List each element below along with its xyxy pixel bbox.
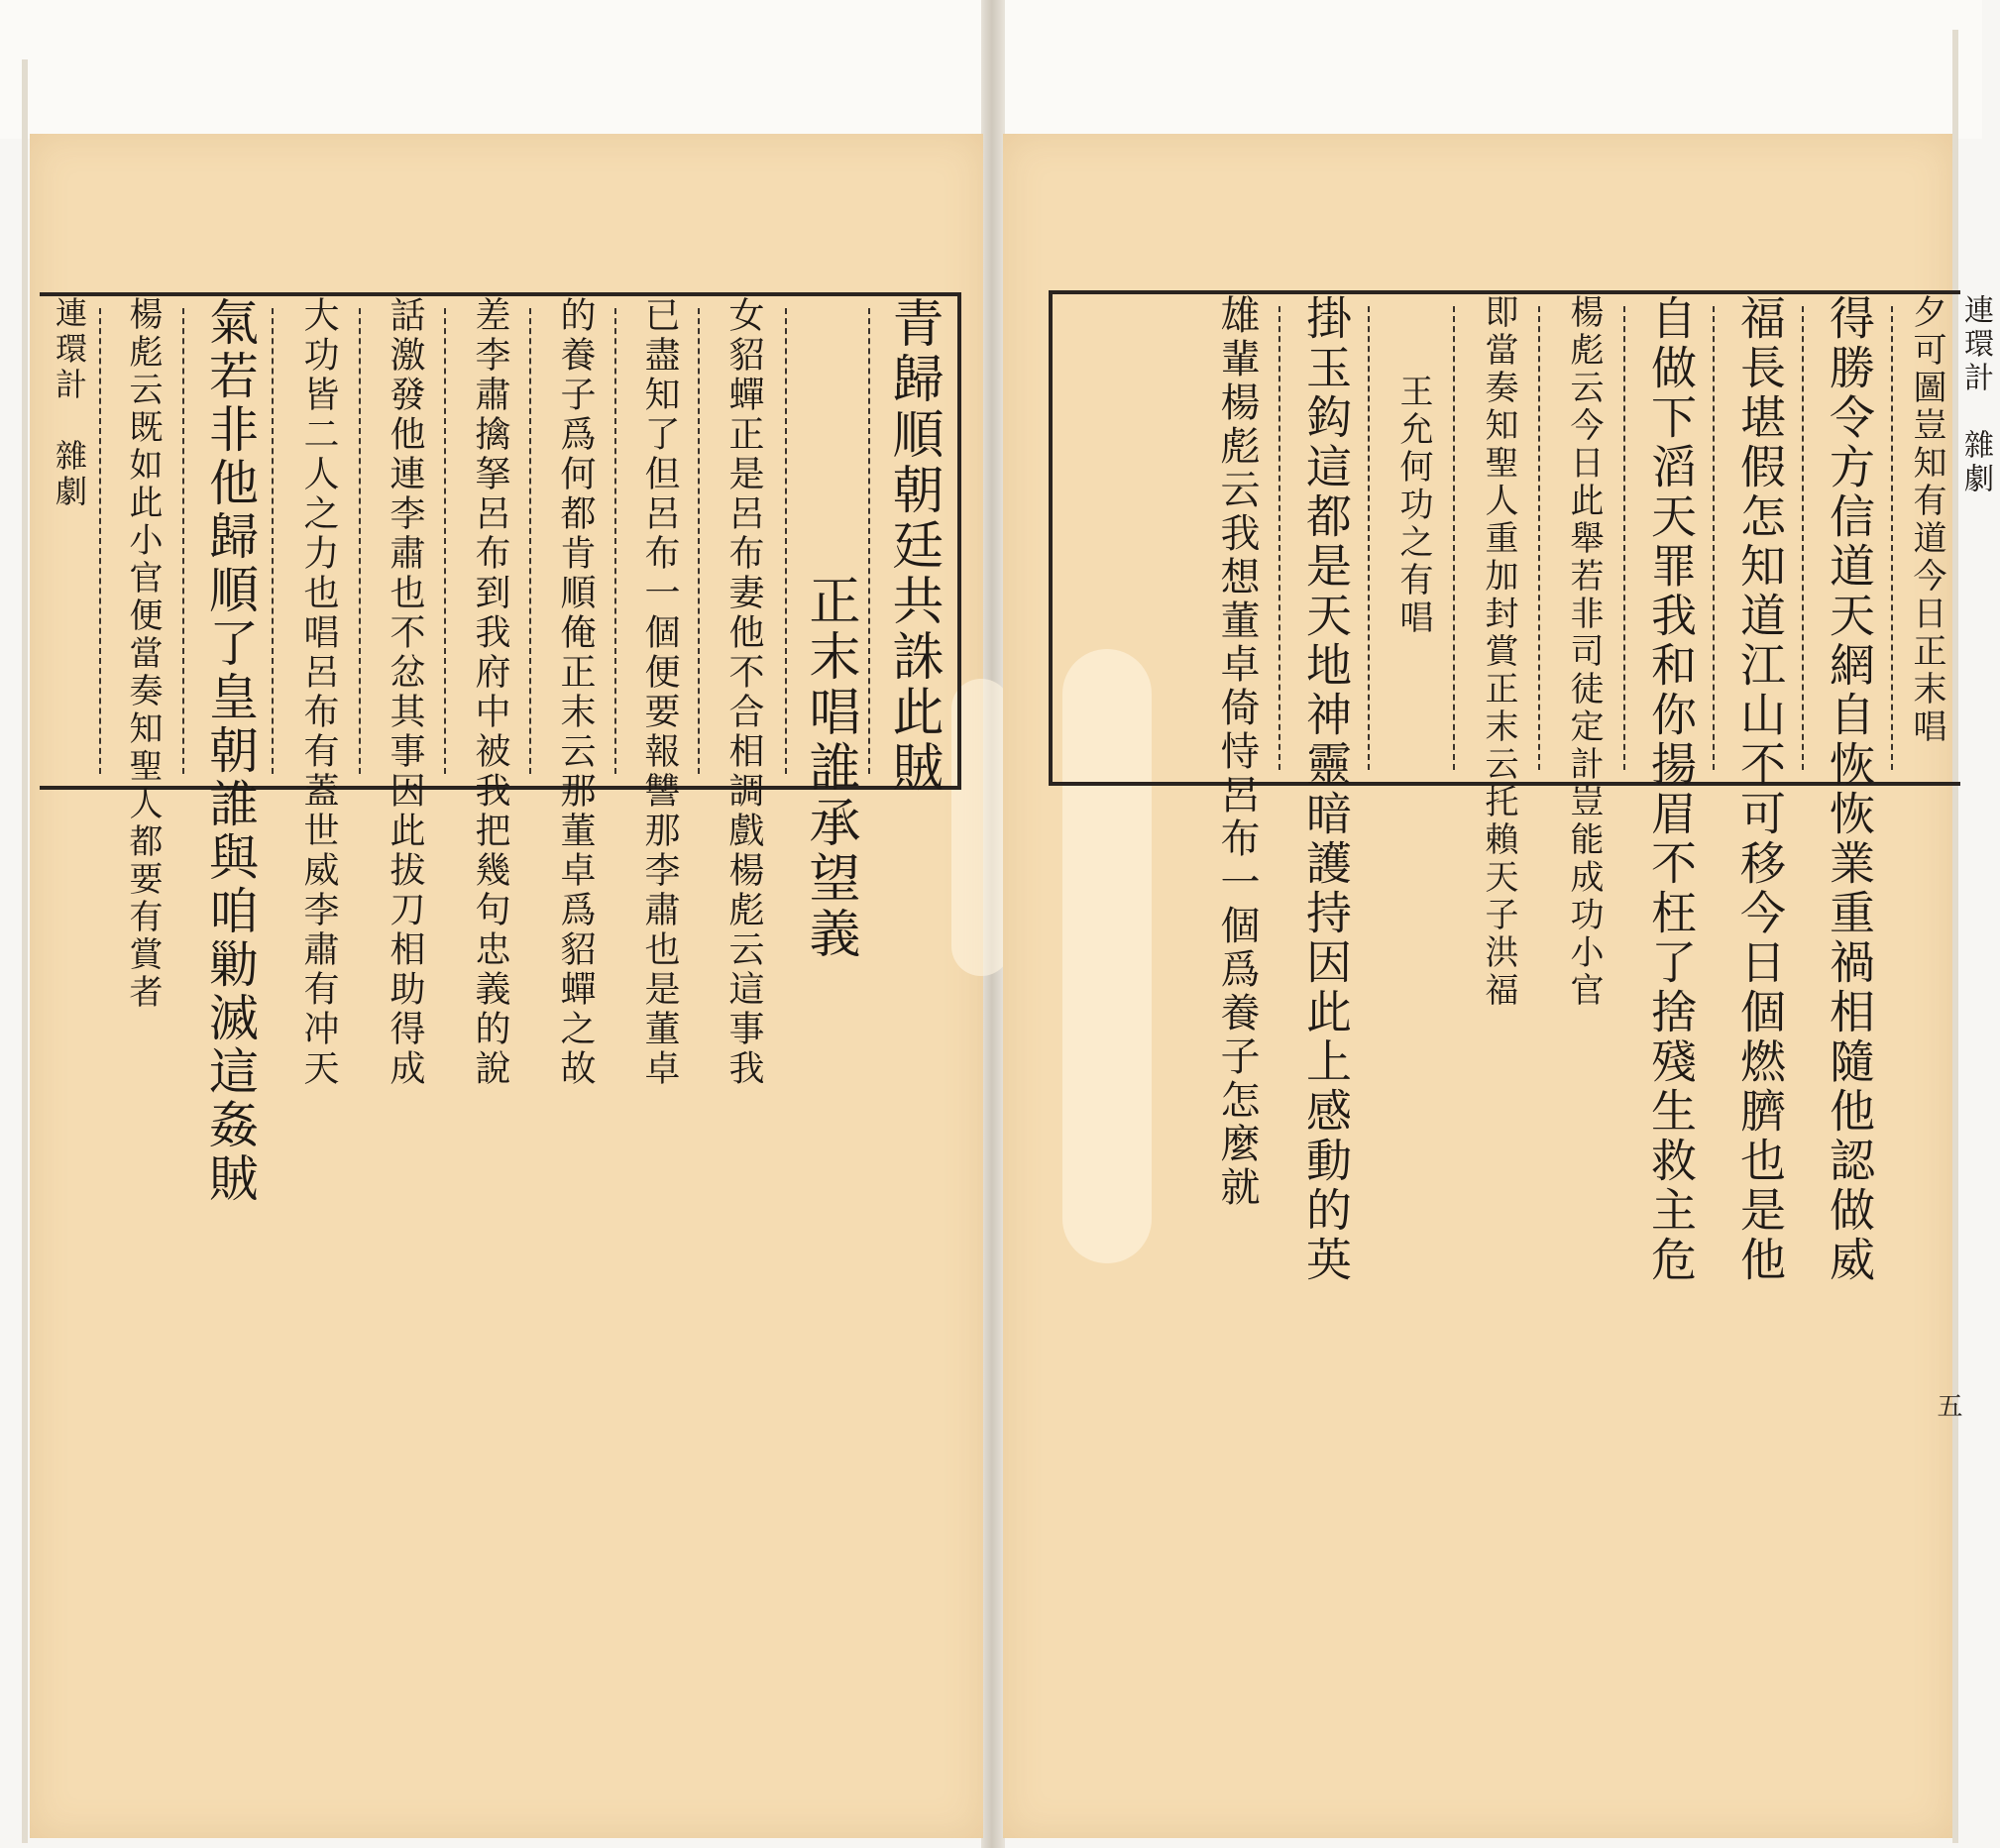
text-column: 王允何功之有唱 <box>1393 374 1433 637</box>
text-column: 大功皆二人之力也唱呂布有蓋世威李肅有冲天 <box>298 296 339 1089</box>
column-divider <box>99 308 101 774</box>
text-column: 差李肅擒拏呂布到我府中被我把幾句忠義的說 <box>470 296 510 1089</box>
column-divider <box>529 308 531 774</box>
column-divider <box>182 308 184 774</box>
column-divider <box>1623 306 1625 770</box>
text-column: 女貂蟬正是呂布妻他不合相調戲楊彪云這事我 <box>723 296 764 1089</box>
text-column: 得勝令方信道天網自恢恢業重禍相隨他認做威 <box>1823 294 1876 1285</box>
page-number: 五 <box>1933 1392 1962 1418</box>
column-divider <box>359 308 361 774</box>
text-column: 楊彪云今日此舉若非司徒定計豈能成功小官 <box>1564 294 1604 1010</box>
left-page <box>30 134 983 1838</box>
column-divider <box>868 308 870 774</box>
column-divider <box>785 308 787 774</box>
column-divider <box>1538 306 1540 770</box>
column-divider <box>1802 306 1804 770</box>
binding-paper-right <box>1005 0 1982 139</box>
binding-paper-left <box>0 0 981 139</box>
column-divider <box>1891 306 1893 770</box>
text-column: 楊彪云既如此小官便當奏知聖人都要有賞者 <box>123 296 163 1012</box>
left-text-frame <box>40 292 961 1206</box>
column-divider <box>614 308 616 774</box>
text-column: 氣若非他歸順了皇朝誰與咱勦滅這姦賊 <box>201 296 259 1206</box>
text-column: 話激發他連李肅也不忿其事因此拔刀相助得成 <box>385 296 425 1089</box>
text-column: 青歸順朝廷共誅此賊 <box>883 296 943 796</box>
text-column: 的養子爲何都肯順俺正末云那董卓爲貂蟬之故 <box>555 296 596 1089</box>
column-divider <box>272 308 274 774</box>
page-title-column: 連環計 雜劇 <box>1958 294 1993 496</box>
column-divider <box>1368 306 1370 770</box>
column-divider <box>698 308 700 774</box>
text-column: 自做下滔天罪我和你揚眉不枉了捨殘生救主危 <box>1644 294 1698 1285</box>
column-divider <box>1278 306 1280 770</box>
text-column: 福長堪假怎知道江山不可移今日個燃臍也是他 <box>1733 294 1787 1285</box>
right-text-frame <box>1049 290 1993 1285</box>
right-page <box>1003 134 1993 1838</box>
text-column: 已盡知了但呂布一個便要報讐那李肅也是董卓 <box>639 296 680 1089</box>
text-column: 雄輩楊彪云我想董卓倚恃呂布一個爲養子怎麼就 <box>1214 294 1260 1210</box>
text-column: 夕可圖豈知有道今日正末唱 <box>1907 294 1946 746</box>
page-title-column: 連環計 雜劇 <box>51 296 88 510</box>
text-column: 即當奏知聖人重加封賞正末云托賴天子洪福 <box>1479 294 1518 1010</box>
column-divider <box>1453 306 1455 770</box>
column-divider <box>444 308 446 774</box>
column-divider <box>1713 306 1715 770</box>
text-column: 掛玉鈎這都是天地神靈暗護持因此上感動的英 <box>1299 294 1353 1285</box>
page-edge-left <box>22 59 28 1843</box>
text-column: 正末唱誰承望義 <box>800 574 859 962</box>
